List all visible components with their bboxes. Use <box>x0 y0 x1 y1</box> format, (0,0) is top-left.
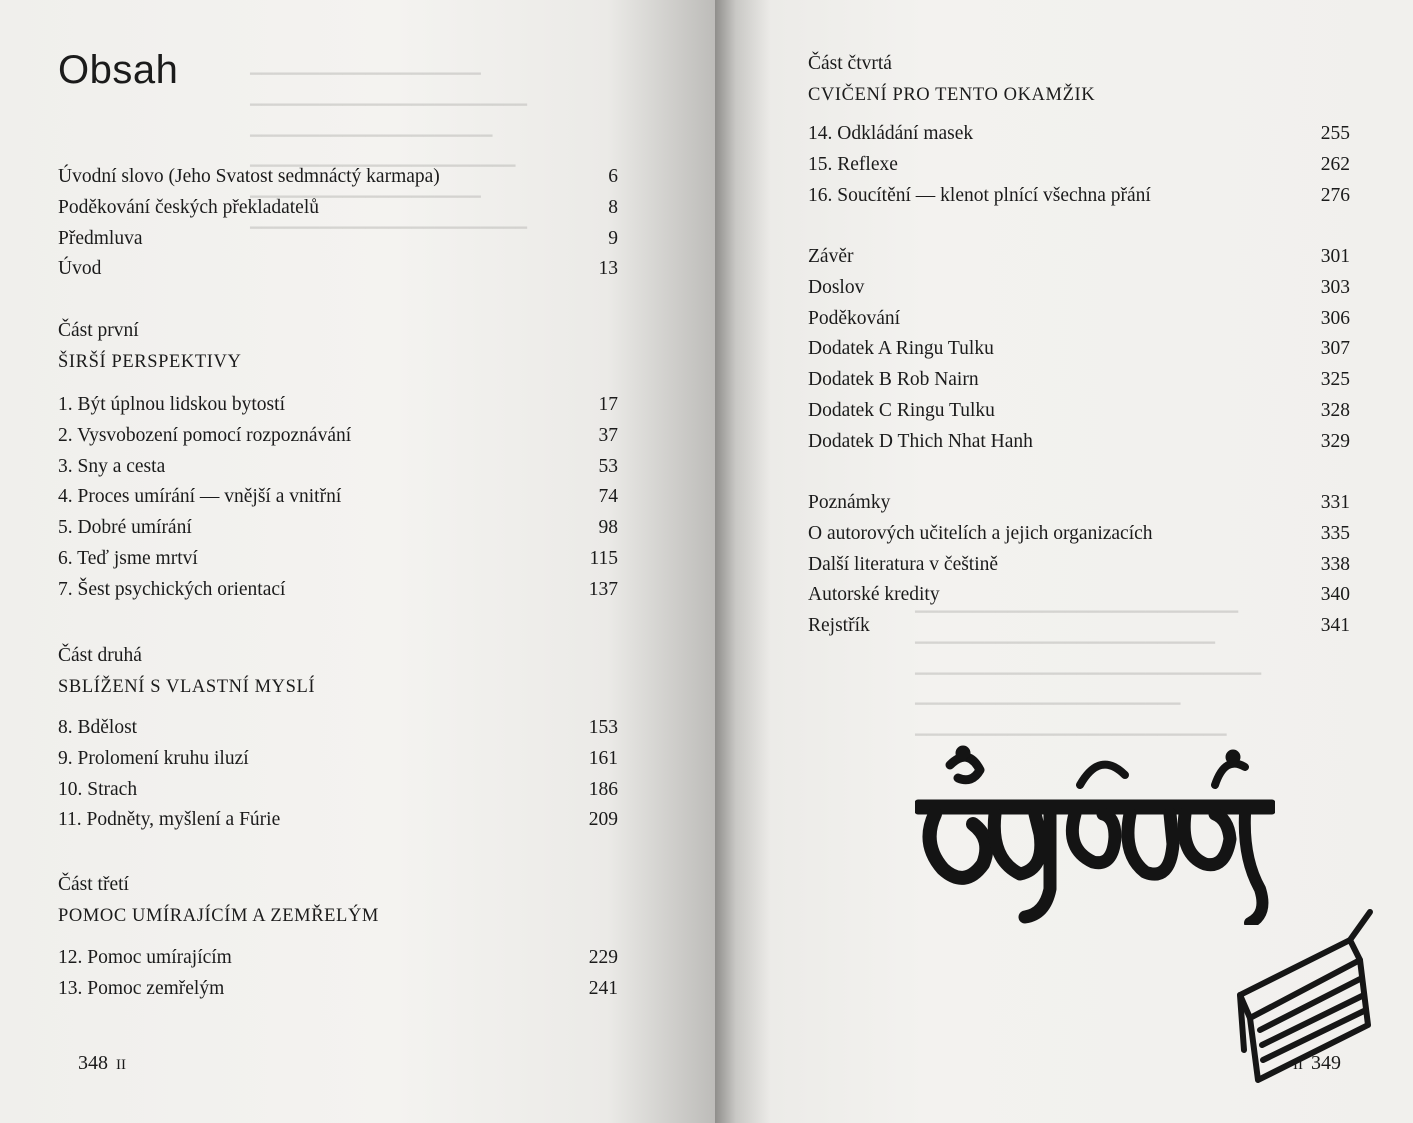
tibetan-mantra-ornament <box>915 745 1275 925</box>
toc-entry[interactable]: 5. Dobré umírání 98 <box>58 517 618 539</box>
toc-entry[interactable]: Poznámky 331 <box>808 492 1350 513</box>
toc-entry[interactable]: Dodatek B Rob Nairn 325 <box>808 369 1350 391</box>
part-heading[interactable]: CVIČENÍ PRO TENTO OKAMŽIK <box>808 84 1096 105</box>
toc-entry[interactable]: 2. Vysvobození pomocí rozpoznávání 37 <box>58 424 618 446</box>
part-label: Část první <box>58 320 139 341</box>
part-label: Část druhá <box>58 645 142 666</box>
toc-group-part-1 <box>58 390 618 606</box>
toc-entry[interactable]: 14. Odkládání masek 255 <box>808 123 1350 144</box>
toc-entry[interactable]: 15. Reflexe 262 <box>808 153 1350 175</box>
toc-group-appendix <box>808 488 1350 642</box>
toc-group-part-3 <box>58 943 618 1005</box>
toc-entry[interactable]: Dodatek C Ringu Tulku 328 <box>808 399 1350 421</box>
part-heading[interactable]: SBLÍŽENÍ S VLASTNÍ MYSLÍ <box>58 676 316 697</box>
toc-entry[interactable]: Dodatek D Thich Nhat Hanh 329 <box>808 430 1350 452</box>
toc-group-front-matter <box>58 162 618 285</box>
toc-entry[interactable]: Závěr 301 <box>808 246 1350 267</box>
toc-entry[interactable]: 16. Soucítění — klenot plnící všechna přání 276 <box>808 184 1350 206</box>
toc-entry[interactable]: 4. Proces umírání — vnější a vnitřní 74 <box>58 486 618 508</box>
toc-entry[interactable]: Úvod 13 <box>58 258 618 280</box>
toc-entry[interactable]: Předmluva 9 <box>58 227 618 249</box>
page-number: 348 II <box>78 1052 126 1074</box>
part-label: Část třetí <box>58 874 129 895</box>
toc-entry[interactable]: 7. Šest psychických orientací 137 <box>58 578 618 600</box>
toc-entry[interactable]: Poděkování 306 <box>808 307 1350 329</box>
toc-part-header <box>808 49 1350 111</box>
toc-entry[interactable]: 8. Bdělost 153 <box>58 717 618 738</box>
toc-entry[interactable]: Doslov 303 <box>808 276 1350 298</box>
toc-entry[interactable]: 12. Pomoc umírajícím 229 <box>58 947 618 968</box>
toc-entry[interactable]: 1. Být úplnou lidskou bytostí 17 <box>58 394 618 415</box>
bleed-through-texture: ▁▁▁▁▁▁▁▁▁▁▁▁▁▁▁▁▁▁▁▁ ▁▁▁▁▁▁▁▁▁▁▁▁▁▁▁▁▁▁▁▁▁▁▁▁ ▁▁▁▁▁▁▁▁▁▁▁▁▁▁▁▁▁▁▁▁▁ ▁▁▁▁▁▁▁▁▁▁▁▁▁▁▁▁▁▁▁▁▁▁▁ ▁▁▁▁▁▁▁▁▁▁▁▁▁▁▁▁▁▁▁▁ ▁▁▁▁▁▁▁▁▁▁▁▁▁▁▁▁▁▁▁▁▁▁▁▁ <box>250 59 527 229</box>
page-number: II 349 <box>1293 1052 1341 1074</box>
bleed-through-texture: ▁▁▁▁▁▁▁▁▁▁▁▁▁▁▁▁▁▁▁▁▁▁▁▁▁▁▁▁ ▁▁▁▁▁▁▁▁▁▁▁▁▁▁▁▁▁▁▁▁▁▁▁▁▁▁ ▁▁▁▁▁▁▁▁▁▁▁▁▁▁▁▁▁▁▁▁▁▁▁▁▁▁▁▁▁▁ ▁▁▁▁▁▁▁▁▁▁▁▁▁▁▁▁▁▁▁▁▁▁▁ ▁▁▁▁▁▁▁▁▁▁▁▁▁▁▁▁▁▁▁▁▁▁▁▁▁▁▁ <box>915 597 1262 737</box>
toc-entry[interactable]: Poděkování českých překladatelů 8 <box>58 196 618 218</box>
toc-entry[interactable]: Další literatura v češtině 338 <box>808 553 1350 575</box>
book-stamp-icon <box>1230 900 1380 1090</box>
page-title: Obsah <box>58 48 179 92</box>
toc-group-back-matter <box>808 242 1350 458</box>
toc-entry[interactable]: Úvodní slovo (Jeho Svatost sedmnáctý karmapa) 6 <box>58 166 618 187</box>
toc-entry[interactable]: O autorových učitelích a jejich organizacích 335 <box>808 522 1350 544</box>
part-label: Část čtvrtá <box>808 53 892 74</box>
toc-group-part-2 <box>58 713 618 836</box>
toc-group-part-4 <box>808 119 1350 211</box>
toc-entry[interactable]: 9. Prolomení kruhu iluzí 161 <box>58 747 618 769</box>
toc-entry[interactable]: 3. Sny a cesta 53 <box>58 455 618 477</box>
part-heading[interactable]: POMOC UMÍRAJÍCÍM A ZEMŘELÝM <box>58 905 379 926</box>
toc-part-header <box>58 870 618 932</box>
toc-entry[interactable]: Rejstřík 341 <box>808 615 1350 637</box>
toc-entry[interactable]: 11. Podněty, myšlení a Fúrie 209 <box>58 809 618 831</box>
toc-entry[interactable]: 6. Teď jsme mrtví 115 <box>58 547 618 569</box>
toc-part-header <box>58 641 618 703</box>
toc-part-header <box>58 316 618 378</box>
part-heading[interactable]: ŠIRŠÍ PERSPEKTIVY <box>58 351 242 372</box>
toc-entry[interactable]: Autorské kredity 340 <box>808 584 1350 606</box>
toc-entry[interactable]: 10. Strach 186 <box>58 778 618 800</box>
toc-entry[interactable]: Dodatek A Ringu Tulku 307 <box>808 338 1350 360</box>
toc-entry[interactable]: 13. Pomoc zemřelým 241 <box>58 977 618 999</box>
